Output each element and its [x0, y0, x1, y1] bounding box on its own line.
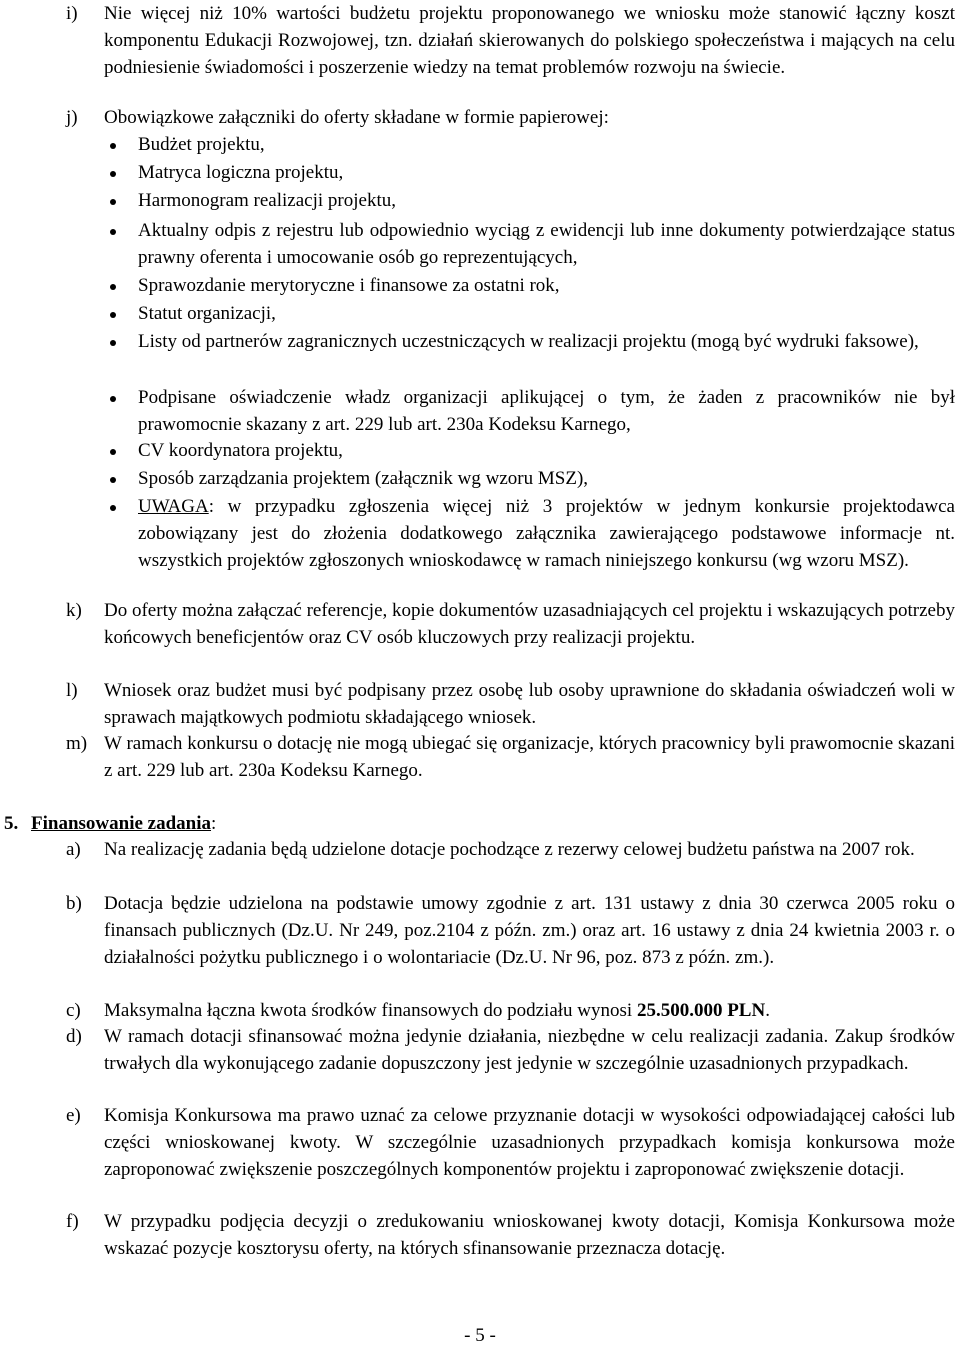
- item-label: b): [66, 893, 82, 914]
- section-heading: [4, 810, 604, 837]
- item-text: W ramach konkursu o dotację nie mogą ubiegać się organizacje, których pracownicy byli prawomocnie skazani z art. 229 lub art. 230a Kodeksu Karnego.: [104, 733, 955, 781]
- item-label: a): [66, 839, 81, 860]
- bullet-icon: [110, 477, 116, 483]
- item-label: m): [66, 733, 88, 754]
- item-text: Wniosek oraz budżet musi być podpisany przez osobę lub osoby uprawnione do składania oświadczeń woli w sprawach majątkowych podmiotu składającego wniosek.: [104, 680, 955, 728]
- bullet-icon: [110, 229, 116, 235]
- item-label: j): [66, 107, 78, 128]
- bullet-icon: [110, 171, 116, 177]
- amount-value: 25.500.000 PLN: [636, 1000, 766, 1021]
- bullet-icon: [110, 396, 116, 402]
- bullet-text: Harmonogram realizacji projektu,: [138, 190, 396, 211]
- bullet-text: CV koordynatora projektu,: [138, 440, 343, 461]
- bullet-text: Statut organizacji,: [138, 303, 276, 324]
- section-title-colon: :: [211, 813, 217, 834]
- item-text: W przypadku podjęcia decyzji o zredukowaniu wnioskowanej kwoty dotacji, Komisja Konkursowa może wskazać pozycje kosztorysu oferty, na których sfinansowanie przeznacza dotację.: [104, 1211, 955, 1259]
- bullet-text: Podpisane oświadczenie władz organizacji aplikującej o tym, że żaden z pracowników nie był prawomocnie skazany z art. 229 lub art. 230a Kodeksu Karnego,: [138, 387, 955, 435]
- item-label: i): [66, 3, 78, 24]
- item-text: W ramach dotacji sfinansować można jedynie działania, niezbędne w celu realizacji zadania. Zakup środków trwałych dla wykonującego zadanie dopuszczony jest jedynie w szczególnie uzasadnionych przypadkach.: [104, 1026, 955, 1074]
- bullet-text: Matryca logiczna projektu,: [138, 162, 344, 183]
- bullet-text: Sprawozdanie merytoryczne i finansowe za ostatni rok,: [138, 275, 560, 296]
- bullet-text: Aktualny odpis z rejestru lub odpowiednio wyciąg z ewidencji lub inne dokumenty potwierdzające status prawny oferenta i umocowanie osób go reprezentujących,: [138, 220, 955, 268]
- item-label: e): [66, 1105, 81, 1126]
- page-number: - 5 -: [464, 1325, 496, 1346]
- bullet-icon: [110, 340, 116, 346]
- item-label: d): [66, 1026, 82, 1047]
- bullet-text: Sposób zarządzania projektem (załącznik wg wzoru MSZ),: [138, 468, 589, 489]
- section-number: 5.: [4, 813, 19, 834]
- item-text-main: Maksymalna łączna kwota środków finansowych do podziału wynosi: [104, 1000, 637, 1021]
- item-label: f): [66, 1211, 79, 1232]
- item-text: Komisja Konkursowa ma prawo uznać za celowe przyznanie dotacji w wysokości odpowiadającej całości lub części wnioskowanej kwoty. W szczególnie uzasadnionych przypadkach komisja konkursowa może zaproponować zwiększenie poszczególnych komponentów projektu i zaproponować zwiększenie dotacji.: [104, 1105, 955, 1180]
- list-item-i: [60, 0, 955, 110]
- bullet-icon: [110, 312, 116, 318]
- bullet-icon: [110, 143, 116, 149]
- item-text: Nie więcej niż 10% wartości budżetu projektu proponowanego we wniosku może stanowić łączny koszt komponentu Edukacji Rozwojowej, tzn. działań skierowanych do polskiego społeczeństwa i mających na celu podniesienie świadomości i poszerzenie wiedzy na temat problemów rozwoju na świecie.: [104, 3, 955, 78]
- uwaga-note: [138, 493, 955, 574]
- uwaga-label: UWAGA: [138, 496, 209, 517]
- item-text: [104, 997, 955, 1024]
- item-text: Na realizację zadania będą udzielone dotacje pochodzące z rezerwy celowej budżetu państwa na 2007 rok.: [104, 839, 915, 860]
- item-label: k): [66, 600, 82, 621]
- uwaga-text: : w przypadku zgłoszenia więcej niż 3 projektów w jednym konkursie projektodawca zobowiązany jest do złożenia dodatkowego załącznika zawierającego podstawowe informacje nt. wszystkich projektów zgłoszonych wnioskodawcę w ramach niniejszego konkursu (wg wzoru MSZ).: [138, 496, 955, 571]
- section-title: Finansowanie zadania: [31, 813, 212, 834]
- item-text-end: .: [765, 1000, 770, 1021]
- bullet-text: Budżet projektu,: [138, 134, 265, 155]
- bullet-icon: [110, 449, 116, 455]
- item-label: l): [66, 680, 78, 701]
- bullet-icon: [110, 199, 116, 205]
- bullet-icon: [110, 505, 116, 511]
- item-text: Obowiązkowe załączniki do oferty składane w formie papierowej:: [104, 107, 609, 128]
- item-text: Dotacja będzie udzielona na podstawie umowy zgodnie z art. 131 ustawy z dnia 30 czerwca 2005 roku o finansach publicznych (Dz.U. Nr 249, poz.2104 z późn. zm.) oraz art. 16 ustawy z dnia 24 kwietnia 2003 r. o działalności pożytku publicznego i o wolontariacie (Dz.U. Nr 96, poz. 873 z późn. zm.).: [104, 893, 955, 968]
- bullet-text: Listy od partnerów zagranicznych uczestniczących w realizacji projektu (mogą być wydruki faksowe),: [138, 331, 919, 352]
- bullet-icon: [110, 284, 116, 290]
- item-label: c): [66, 1000, 81, 1021]
- item-text: Do oferty można załączać referencje, kopie dokumentów uzasadniających cel projektu i wskazujących potrzeby końcowych beneficjentów oraz CV osób kluczowych przy realizacji projektu.: [104, 600, 955, 648]
